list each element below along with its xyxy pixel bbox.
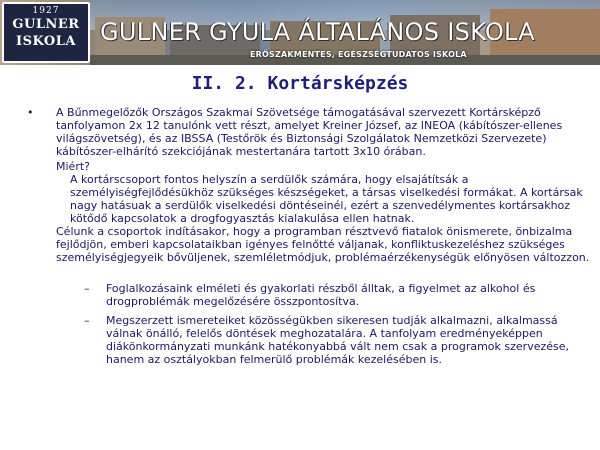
logo-year: 1927 bbox=[32, 6, 60, 16]
school-name: GULNER GYULA ÁLTALÁNOS ISKOLA bbox=[100, 18, 535, 46]
dash-icon: – bbox=[84, 282, 90, 295]
intro-paragraph: A Bűnmegelőzők Országos Szakmai Szövetsége támogatásával szervezett Kortársképző tanfolyamon 2x 12 tanulónk vett részt, amelyet Kreiner József, az INEOA (kábítószer-ellenes világszövetség), és az IBSSA (Testőrök és Biztonsági Szolgálatok Nemzetközi Szervezete) kábítószer-elhárító szekciójának mestertanára tartott 3x10 órában. bbox=[56, 106, 563, 158]
sub-list bbox=[84, 282, 596, 366]
school-subtitle: ERŐSZAKMENTES, EGÉSZSÉGTUDATOS ISKOLA bbox=[250, 50, 467, 59]
sub-item-text: Megszerzett ismereteiket közösségükben sikeresen tudják alkalmazni, alkalmassá válnak önálló, felelős döntések meghozatalára. A tanfolyam eredményeképpen diákönkormányzati munkánk hatékonyabbá vált nem csak a programok szervezése, hanem az osztályokban felmerülő problémák kezelésében is. bbox=[106, 314, 570, 366]
logo-line-2: ISKOLA bbox=[16, 34, 76, 49]
dash-icon: – bbox=[84, 314, 90, 327]
sub-item-text: Foglalkozásaink elméleti és gyakorlati részből álltak, a figyelmet az alkohol és drogproblémák megelőzésére összpontosítva. bbox=[106, 282, 536, 308]
school-logo bbox=[2, 2, 90, 63]
why-heading: Miért? bbox=[56, 160, 90, 173]
sub-list-item bbox=[84, 282, 596, 308]
slide-content bbox=[27, 106, 596, 372]
goal-paragraph: Célunk a csoportok indításakor, hogy a programban résztvevő fiatalok önismerete, önbizalma fejlődjön, emberi kapcsolataikban igényes felnőtté váljanak, konfliktuskezeléshez szükséges személyiségjegyeik bővüljenek, szemléletmódjuk, problémaérzékenységük előnyösen változzon. bbox=[56, 225, 590, 264]
bullet-item bbox=[27, 106, 596, 158]
bullet-icon: • bbox=[27, 106, 34, 119]
why-paragraph: A kortárscsoport fontos helyszín a serdülők számára, hogy elsajátítsák a személyiségfejlődésükhöz szükséges készségeket, a társas viselkedési formákat. A kortársak nagy hatásuak a serdülők viselkedési döntéseinél, ezért a szenvedélymentes kortársakhoz kötődő kapcsolatok a drogfogyasztás kialakulása ellen hatnak. bbox=[70, 173, 583, 225]
header-banner bbox=[0, 0, 600, 65]
sub-list-item bbox=[84, 314, 596, 366]
logo-line-1: GULNER bbox=[12, 17, 80, 32]
page-title: II. 2. Kortársképzés bbox=[191, 73, 409, 94]
